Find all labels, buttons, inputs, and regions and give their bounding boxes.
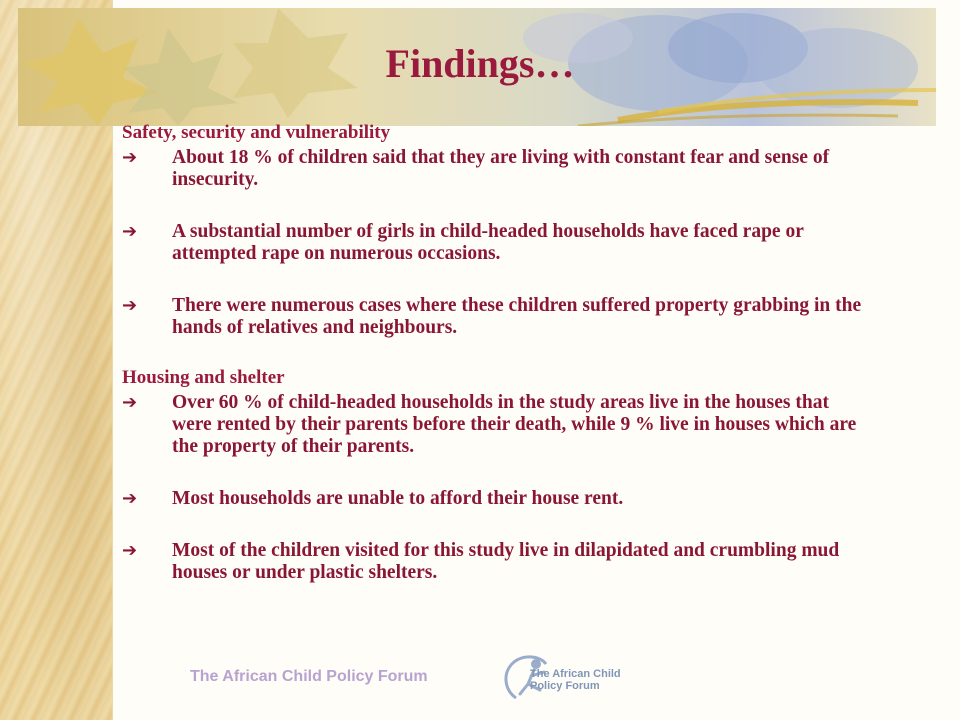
logo-wordmark: The African Child Policy Forum <box>530 668 621 692</box>
list-item <box>122 540 862 584</box>
arrow-bullet-icon: ➔ <box>122 147 138 168</box>
list-item <box>122 147 862 191</box>
arrow-bullet-icon: ➔ <box>122 540 138 561</box>
list-item <box>122 488 862 510</box>
slide-title: Findings… <box>385 41 575 86</box>
arrow-bullet-icon: ➔ <box>122 488 138 509</box>
arrow-bullet-icon: ➔ <box>122 392 138 413</box>
list-item <box>122 295 862 339</box>
footer-organization: The African Child Policy Forum <box>190 668 428 685</box>
bullet-text: There were numerous cases where these children suffered property grabbing in the hands of relatives and neighbours. <box>172 295 862 338</box>
bullet-text: Over 60 % of child-headed households in the study areas live in the houses that were rented by their parents before their death, while 9 % live in houses which are the property of their parents. <box>172 392 857 457</box>
arrow-bullet-icon: ➔ <box>122 221 138 242</box>
section-heading-housing: Housing and shelter <box>122 367 285 388</box>
list-item <box>122 392 862 458</box>
section-heading-safety: Safety, security and vulnerability <box>122 122 391 143</box>
bullet-text: Most households are unable to afford their house rent. <box>172 488 624 509</box>
arrow-bullet-icon: ➔ <box>122 295 138 316</box>
bullet-text: Most of the children visited for this study live in dilapidated and crumbling mud houses or under plastic shelters. <box>172 540 840 583</box>
bullet-text: A substantial number of girls in child-headed households have faced rape or attempted rape on numerous occasions. <box>172 221 804 264</box>
bullet-text: About 18 % of children said that they are living with constant fear and sense of insecurity. <box>172 147 830 190</box>
slide-content <box>122 122 862 584</box>
list-item <box>122 221 862 265</box>
